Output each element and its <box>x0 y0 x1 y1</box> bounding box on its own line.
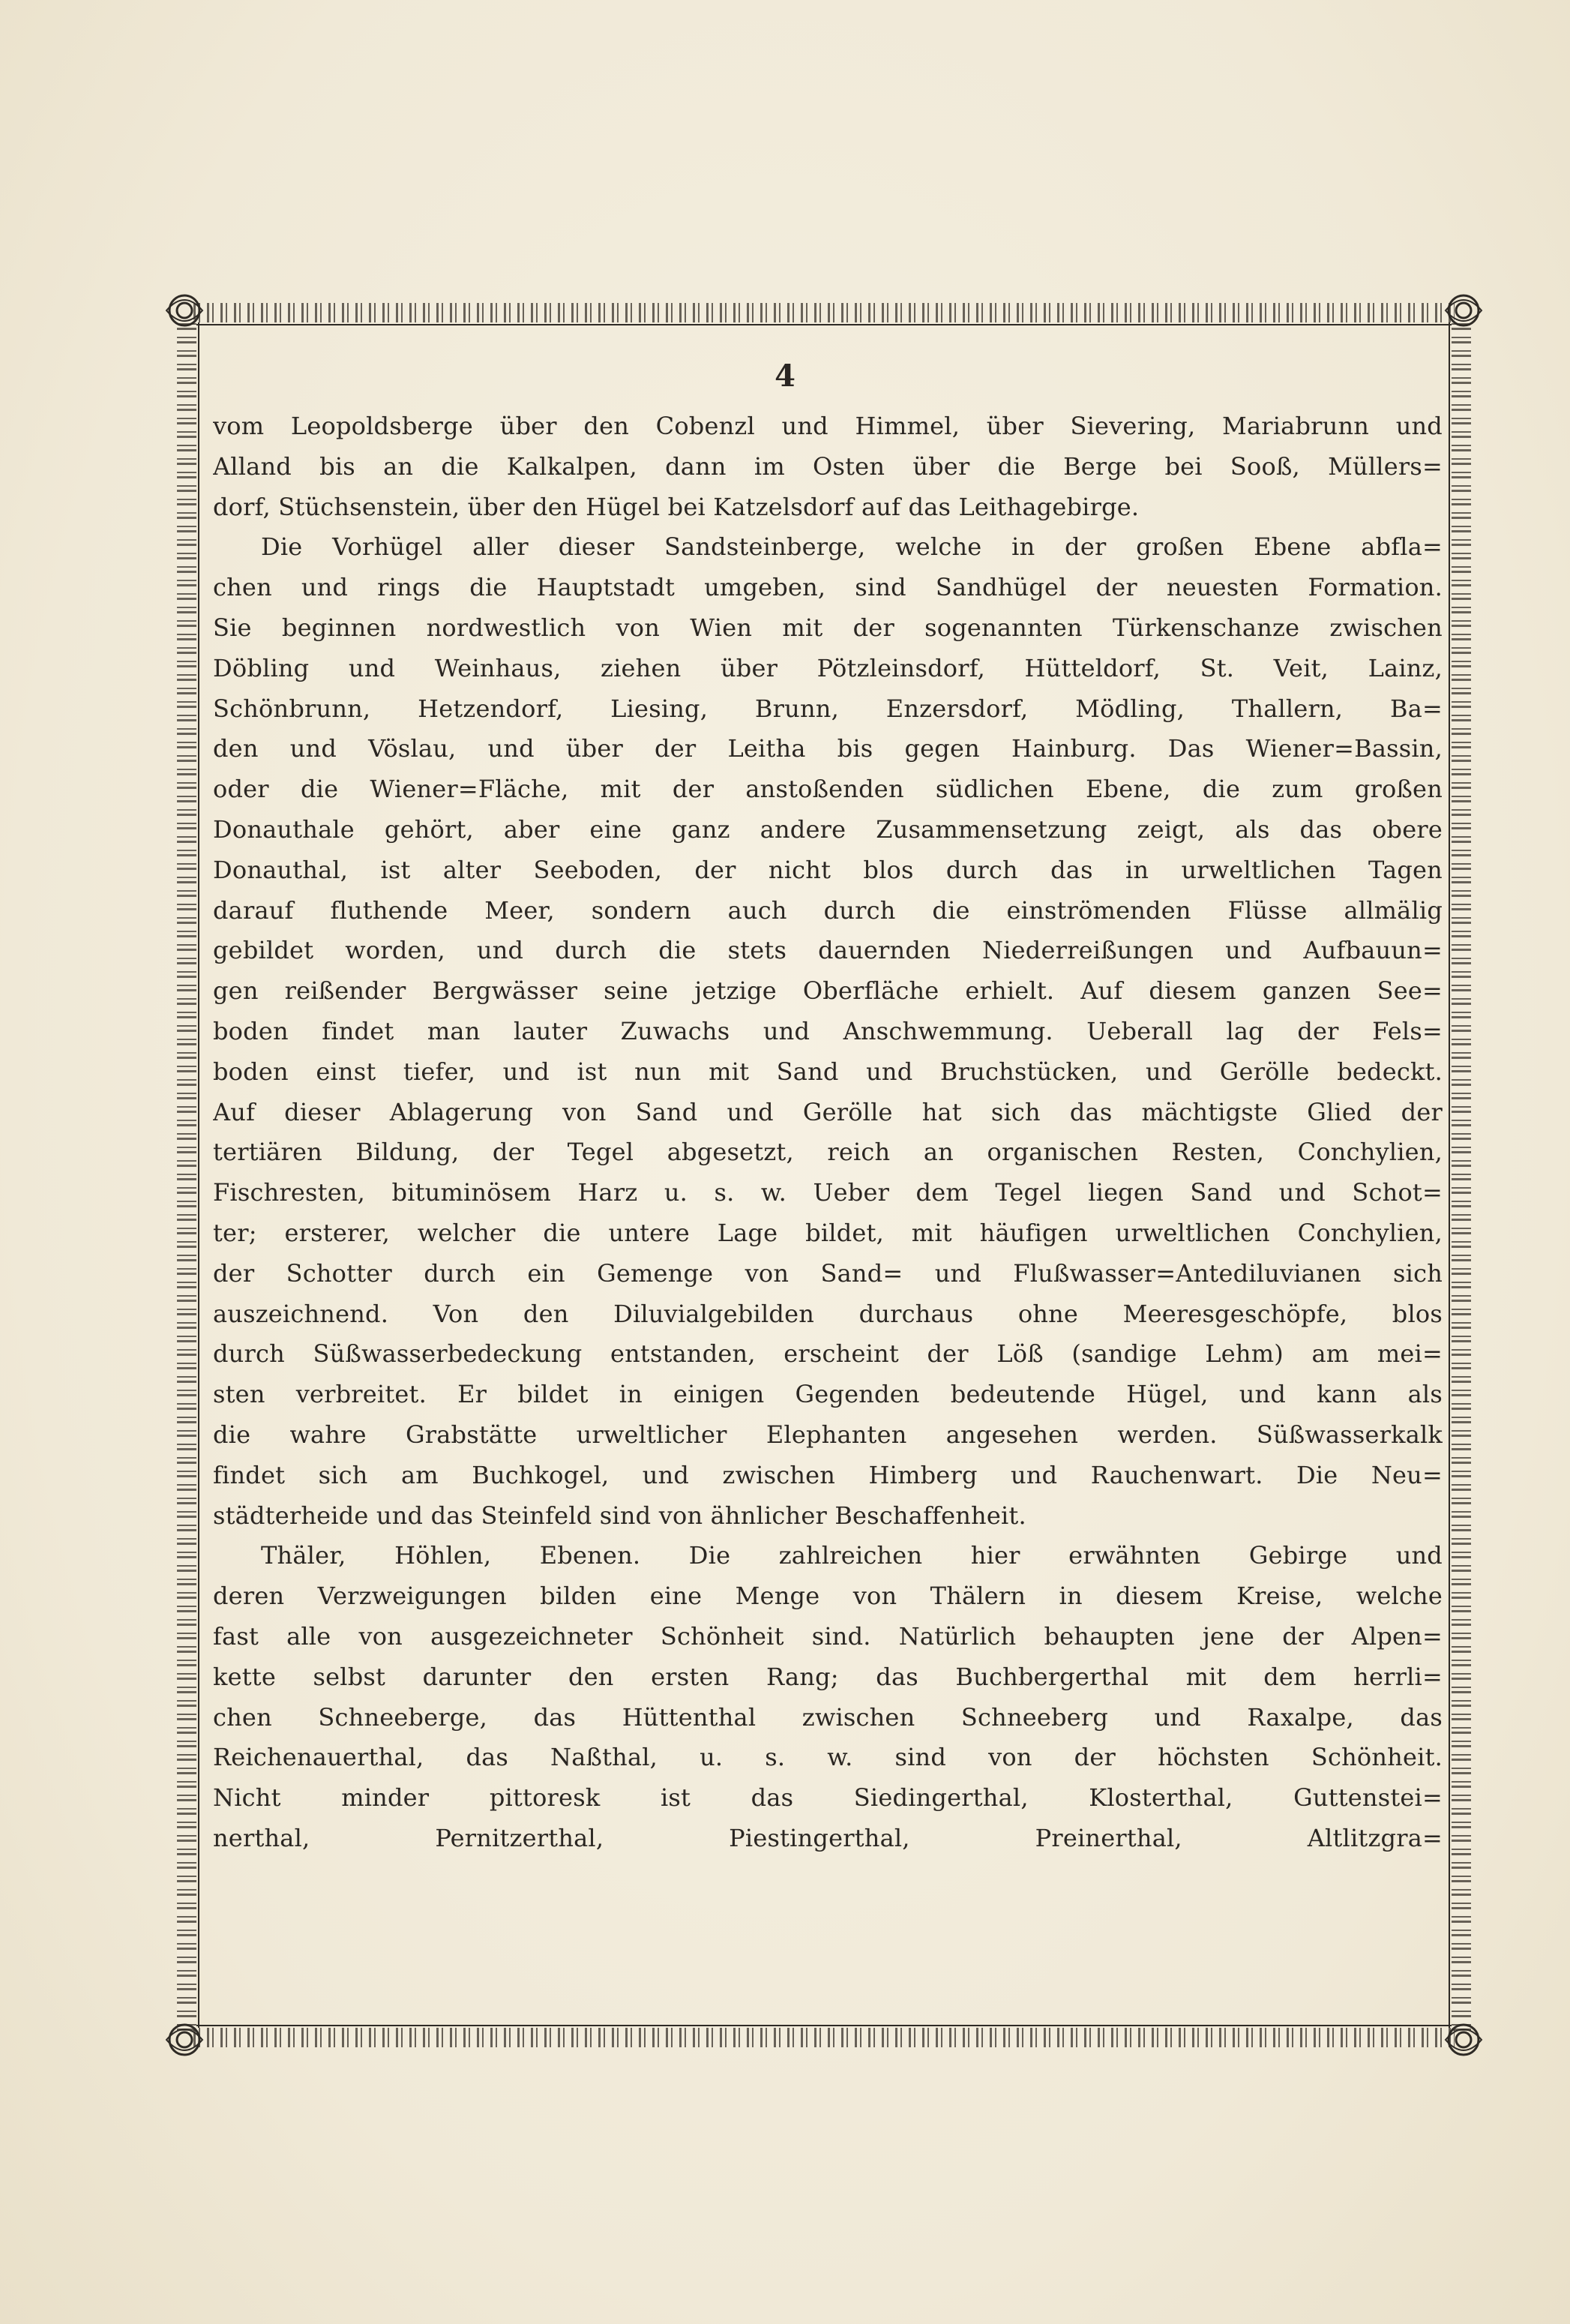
paragraph-first-line: Thäler, Höhlen, Ebenen. Die zahlreichen hier erwähnten Gebirge und <box>261 1541 1443 1570</box>
text-line: gebildet worden, und durch die stets dauernden Niederreißungen und Aufbauun= <box>213 936 1443 965</box>
text-line: boden findet man lauter Zuwachs und Anschwemmung. Ueberall lag der Fels= <box>213 1016 1443 1045</box>
text-line: Auf dieser Ablagerung von Sand und Gerölle hat sich das mächtigste Glied der <box>213 1097 1443 1126</box>
text-line: Sie beginnen nordwestlich von Wien mit der sogenannten Türkenschanze zwischen <box>213 613 1443 642</box>
text-line: den und Vöslau, und über der Leitha bis gegen Hainburg. Das Wiener=Bassin, <box>213 734 1443 763</box>
text-line: darauf fluthende Meer, sondern auch durch die einströmenden Flüsse allmälig <box>213 895 1443 925</box>
text-line: findet sich am Buchkogel, und zwischen Himberg und Rauchenwart. Die Neu= <box>213 1460 1443 1489</box>
text-line: boden einst tiefer, und ist nun mit Sand und Bruchstücken, und Gerölle bedeckt. <box>213 1057 1443 1086</box>
border-right-rule <box>1449 322 1450 2028</box>
border-bottom-rule <box>196 2025 1452 2026</box>
page-number: 4 <box>775 358 795 394</box>
text-line: dorf, Stüchsenstein, über den Hügel bei Katzelsdorf auf das Leithagebirge. <box>213 492 1140 521</box>
text-line: ter; ersterer, welcher die untere Lage bildet, mit häufigen urweltlichen Conchylien, <box>213 1218 1443 1247</box>
border-top-ornament <box>193 303 1455 322</box>
text-line: Donauthal, ist alter Seeboden, der nicht blos durch das in urweltlichen Tagen <box>213 855 1443 884</box>
text-line: gen reißender Bergwässer seine jetzige Oberfläche erhielt. Auf diesem ganzen See= <box>213 976 1443 1006</box>
corner-ornament-icon <box>160 286 208 334</box>
text-line: fast alle von ausgezeichneter Schönheit sind. Natürlich behaupten jene der Alpen= <box>213 1621 1443 1651</box>
text-line: tertiären Bildung, der Tegel abgesetzt, reich an organischen Resten, Conchylien, <box>213 1138 1443 1167</box>
text-line: Döbling und Weinhaus, ziehen über Pötzleinsdorf, Hütteldorf, St. Veit, Lainz, <box>213 653 1443 682</box>
text-line: Alland bis an die Kalkalpen, dann im Osten über die Berge bei Sooß, Müllers= <box>213 451 1443 481</box>
paragraph-first-line: Die Vorhügel aller dieser Sandsteinberge, welche in der großen Ebene abfla= <box>261 532 1443 562</box>
text-line: Fischresten, bituminösem Harz u. s. w. Ueber dem Tegel liegen Sand und Schot= <box>213 1178 1443 1207</box>
text-line: städterheide und das Steinfeld sind von ähnlicher Beschaffenheit. <box>213 1501 1026 1530</box>
border-bottom-ornament <box>193 2028 1455 2047</box>
text-line: Donauthale gehört, aber eine ganz andere Zusammensetzung zeigt, als das obere <box>213 814 1443 844</box>
corner-ornament-icon <box>1440 2016 1488 2064</box>
text-line: chen Schneeberge, das Hüttenthal zwischen Schneeberg und Raxalpe, das <box>213 1702 1443 1732</box>
text-line: nerthal, Pernitzerthal, Piestingerthal, Preinerthal, Altlitzgra= <box>213 1823 1443 1852</box>
corner-ornament-icon <box>160 2016 208 2064</box>
text-line: sten verbreitet. Er bildet in einigen Gegenden bedeutende Hügel, und kann als <box>213 1380 1443 1409</box>
text-line: der Schotter durch ein Gemenge von Sand= und Flußwasser=Antediluvianen sich <box>213 1258 1443 1288</box>
corner-ornament-icon <box>1440 286 1488 334</box>
text-line: Nicht minder pittoresk ist das Siedingerthal, Klosterthal, Guttenstei= <box>213 1783 1443 1813</box>
border-left-ornament <box>177 319 196 2031</box>
text-line: Reichenauerthal, das Naßthal, u. s. w. sind von der höchsten Schönheit. <box>213 1743 1443 1772</box>
text-line: kette selbst darunter den ersten Rang; das Buchbergerthal mit dem herrli= <box>213 1662 1443 1691</box>
text-line: auszeichnend. Von den Diluvialgebilden durchaus ohne Meeresgeschöpfe, blos <box>213 1299 1443 1328</box>
text-line: deren Verzweigungen bilden eine Menge von Thälern in diesem Kreise, welche <box>213 1582 1443 1611</box>
text-line: Schönbrunn, Hetzendorf, Liesing, Brunn, Enzersdorf, Mödling, Thallern, Ba= <box>213 694 1443 723</box>
border-right-ornament <box>1452 319 1471 2031</box>
text-line: durch Süßwasserbedeckung entstanden, erscheint der Löß (sandige Lehm) am mei= <box>213 1339 1443 1369</box>
text-line: chen und rings die Hauptstadt umgeben, sind Sandhügel der neuesten Formation. <box>213 573 1443 602</box>
border-top-rule <box>196 324 1452 325</box>
text-line: vom Leopoldsberge über den Cobenzl und Himmel, über Sievering, Mariabrunn und <box>213 412 1443 440</box>
border-left-rule <box>198 322 199 2028</box>
text-line: oder die Wiener=Fläche, mit der anstoßenden südlichen Ebene, die zum großen <box>213 775 1443 804</box>
text-line: die wahre Grabstätte urweltlicher Elephanten angesehen werden. Süßwasserkalk <box>213 1420 1443 1449</box>
body-text <box>213 406 1443 1859</box>
